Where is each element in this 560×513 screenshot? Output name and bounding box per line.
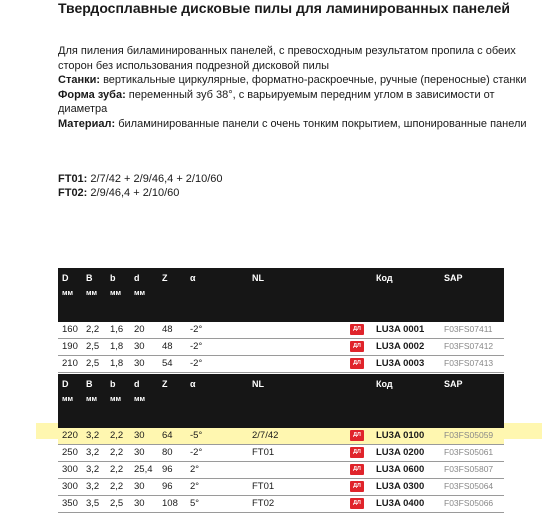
cell-d: 20 [134,324,145,335]
table-row [58,322,504,339]
table-header [58,268,504,322]
machines-text: вертикальные циркулярные, форматно-раскроечные, ручные (переносные) станки [100,74,527,86]
cell-sap: F03FS05807 [444,464,494,474]
cell-b: 2,2 [110,430,124,441]
column-header-z: Z [162,273,168,283]
column-header-d: d [134,379,140,389]
cell-b: 3,2 [86,430,100,441]
cell-d: 210 [62,358,78,369]
cell-b: 1,6 [110,324,124,335]
cell-code: LU3A 0003 [376,358,425,369]
cell-sap: F03FS05066 [444,498,494,508]
column-header-b: b [110,273,116,283]
column-header-b: B [86,273,93,283]
cell-b: 3,5 [86,498,100,509]
column-header-sap: SAP [444,273,463,283]
machines-line [58,73,528,88]
saw-type-icon: ДЛ [350,464,364,475]
material-text: биламинированные панели с очень тонким покрытием, шпонированные панели [115,117,527,130]
code-value: 2/7/42 + 2/9/46,4 + 2/10/60 [87,173,223,185]
cell-b: 2,5 [110,498,124,509]
cell-d: 160 [62,324,78,335]
column-header-code: Код [376,379,393,389]
cell-nl: FT01 [252,447,275,458]
column-header-d: D [62,379,69,389]
saw-type-icon: ДЛ [350,430,364,441]
column-header-nl: NL [252,273,264,283]
saw-type-icon: ДЛ [350,498,364,509]
code-value: 2/9/46,4 + 2/10/60 [87,187,180,199]
table-row [58,356,504,373]
cell-b: 3,2 [86,447,100,458]
saw-type-icon: ДЛ [350,341,364,352]
code-ft02 [58,186,223,200]
cell-code: LU3A 0002 [376,341,425,352]
cell-z: 96 [162,464,173,475]
column-unit: мм [110,288,122,297]
tooth-codes [58,172,223,200]
saw-type-icon: ДЛ [350,324,364,335]
description [58,44,528,131]
table-row [58,445,504,462]
cell-alpha: -5° [190,430,203,441]
cell-code: LU3A 0100 [376,430,425,441]
cell-d: 30 [134,447,145,458]
cell-d: 30 [134,341,145,352]
saw-type-icon: ДЛ [350,447,364,458]
cell-sap: F03FS07412 [444,341,494,351]
cell-d: 25,4 [134,464,153,475]
cell-d: 250 [62,447,78,458]
product-table-2 [58,374,504,513]
cell-b: 2,2 [110,464,124,475]
cell-d: 30 [134,481,145,492]
cell-alpha: 5° [190,498,200,509]
cell-code: LU3A 0300 [376,481,425,492]
cell-b: 1,8 [110,341,124,352]
column-header-sap: SAP [444,379,463,389]
cell-sap: F03FS05061 [444,447,494,457]
column-header-d: D [62,273,69,283]
cell-b: 2,5 [86,341,100,352]
cell-d: 350 [62,498,78,509]
code-label: FT01: [58,173,88,185]
tooth-label: Форма зуба: [58,88,126,101]
column-unit: мм [62,288,74,297]
cell-d: 30 [134,358,145,369]
cell-b: 2,2 [110,481,124,492]
page-title: Твердосплавные дисковые пилы для ламинированных панелей [58,0,510,16]
table-row [58,479,504,496]
cell-b: 2,5 [86,358,100,369]
cell-d: 30 [134,430,145,441]
cell-alpha: -2° [190,341,203,352]
code-ft01 [58,172,223,186]
cell-b: 2,2 [110,447,124,458]
cell-sap: F03FS07411 [444,324,493,334]
cell-code: LU3A 0400 [376,498,425,509]
cell-alpha: -2° [190,447,203,458]
cell-sap: F03FS05059 [444,430,494,440]
cell-code: LU3A 0200 [376,447,425,458]
cell-nl: 2/7/42 [252,430,279,441]
cell-alpha: -2° [190,358,203,369]
cell-sap: F03FS05064 [444,481,494,491]
cell-z: 54 [162,358,173,369]
column-header-code: Код [376,273,393,283]
cell-alpha: 2° [190,464,200,475]
cell-z: 48 [162,324,173,335]
cell-z: 108 [162,498,178,509]
cell-nl: FT02 [252,498,275,509]
column-header-alpha: α [190,273,196,283]
cell-code: LU3A 0600 [376,464,425,475]
cell-z: 80 [162,447,173,458]
cell-code: LU3A 0001 [376,324,425,335]
table-row [58,428,504,445]
material-line [58,117,528,132]
column-unit: мм [62,394,74,403]
cell-d: 300 [62,481,78,492]
column-header-z: Z [162,379,168,389]
cell-b: 1,8 [110,358,124,369]
column-header-b: B [86,379,93,389]
column-unit: мм [86,394,98,403]
cell-b: 3,2 [86,464,100,475]
product-table-1 [58,268,504,373]
cell-z: 64 [162,430,173,441]
cell-alpha: 2° [190,481,200,492]
column-unit: мм [134,288,146,297]
code-label: FT02: [58,187,88,199]
cell-z: 96 [162,481,173,492]
cell-b: 3,2 [86,481,100,492]
column-header-d: d [134,273,140,283]
tooth-text: переменный зуб 38°, с варьируемым передним углом в зависимости от диаметра [58,88,495,115]
cell-sap: F03FS07413 [444,358,494,368]
table-row [58,462,504,479]
material-label: Материал: [58,117,116,130]
column-unit: мм [110,394,122,403]
column-unit: мм [86,288,98,297]
intro-text: Для пиления биламинированных панелей, с превосходным результатом пропила с обеих сторон без использования подрезной дисковой пилы [58,45,516,72]
cell-b: 2,2 [86,324,100,335]
saw-type-icon: ДЛ [350,358,364,369]
cell-d: 30 [134,498,145,509]
cell-nl: FT01 [252,481,275,492]
column-header-alpha: α [190,379,196,389]
cell-d: 190 [62,341,78,352]
table-header [58,374,504,428]
tooth-line [58,88,528,117]
saw-type-icon: ДЛ [350,481,364,492]
cell-d: 220 [62,430,78,441]
cell-z: 48 [162,341,173,352]
cell-d: 300 [62,464,78,475]
cell-alpha: -2° [190,324,203,335]
table-row [58,496,504,513]
column-header-nl: NL [252,379,264,389]
machines-label: Станки: [58,74,101,86]
column-header-b: b [110,379,116,389]
column-unit: мм [134,394,146,403]
table-row [58,339,504,356]
